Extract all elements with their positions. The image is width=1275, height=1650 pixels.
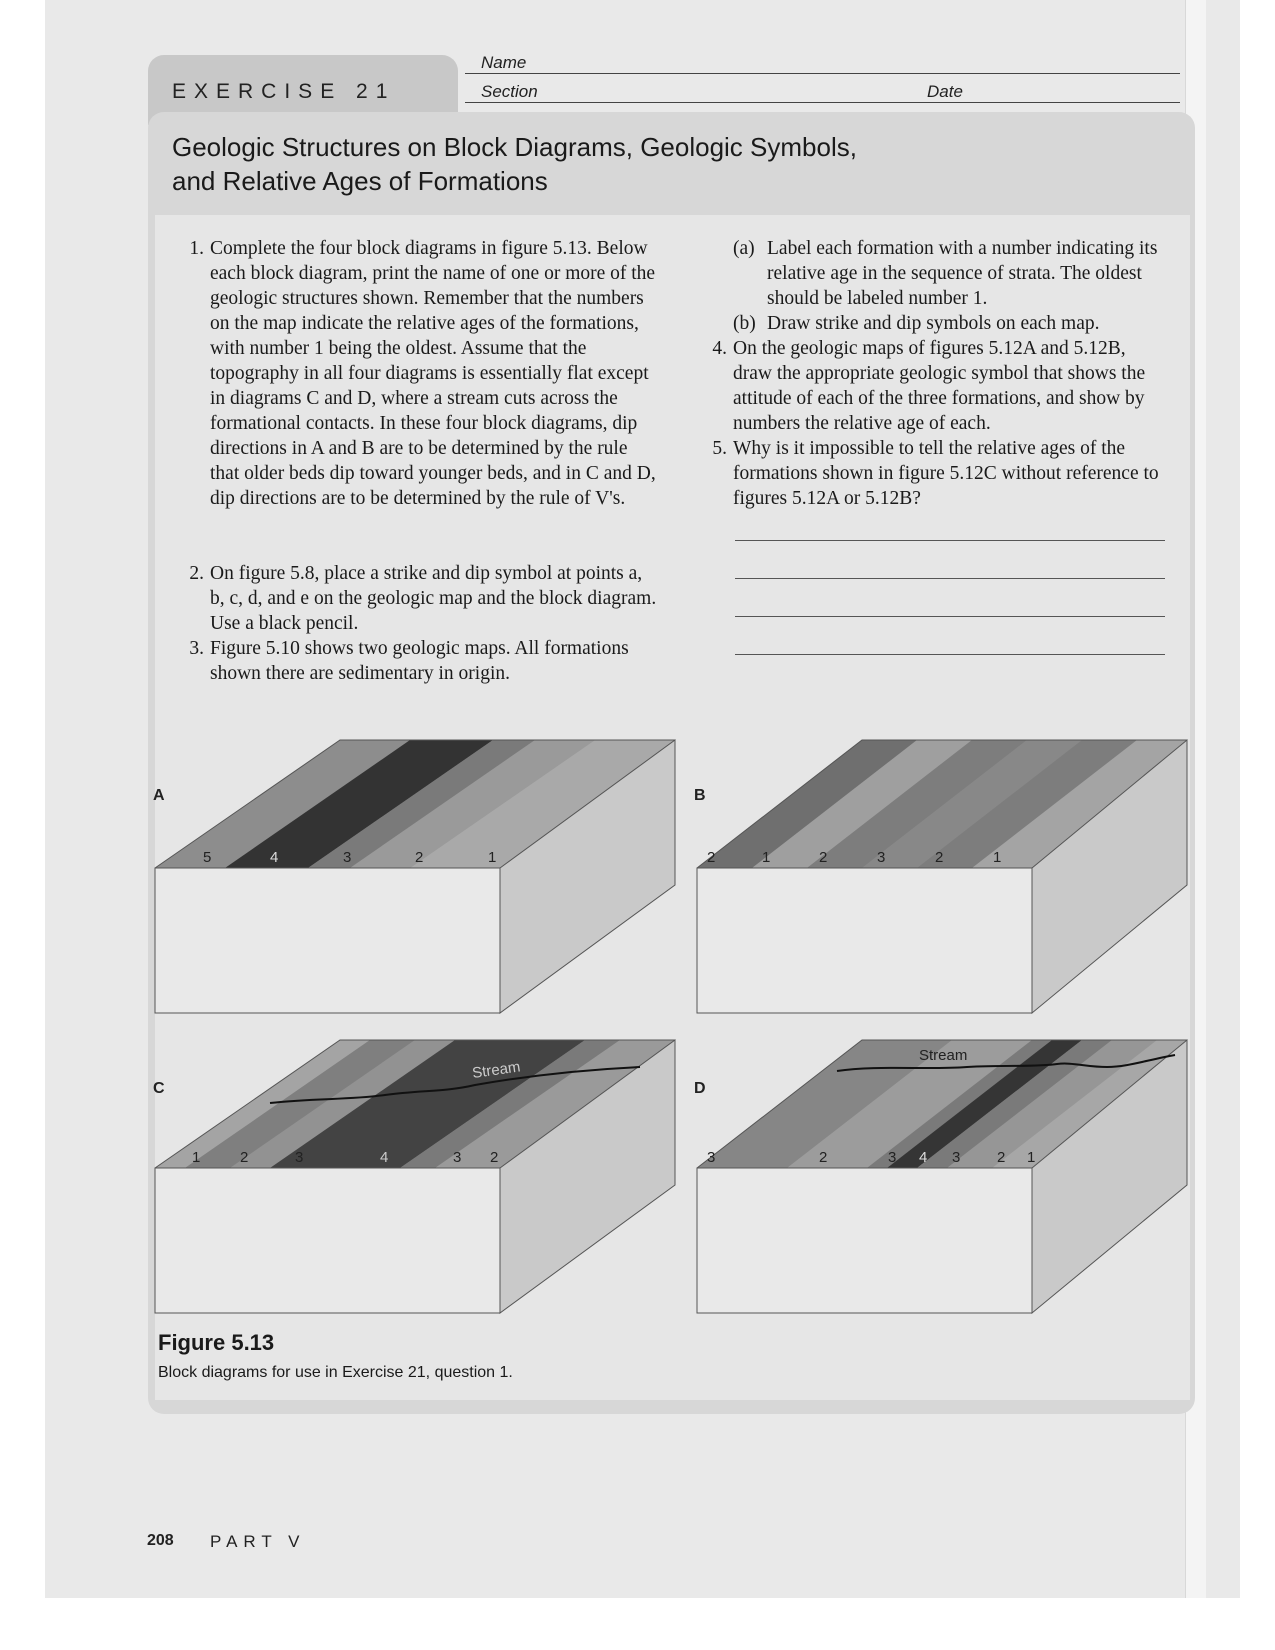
title-line-2: and Relative Ages of Formations xyxy=(172,166,548,196)
name-field-line xyxy=(465,73,1180,74)
block-a-label: A xyxy=(153,787,165,804)
block-d-number: 2 xyxy=(997,1149,1006,1166)
block-b-number: 3 xyxy=(877,849,886,866)
block-c-number: 2 xyxy=(240,1149,249,1166)
block-b-number: 1 xyxy=(993,849,1002,866)
block-d-front-face xyxy=(697,1168,1032,1313)
exercise-number: EXERCISE 21 xyxy=(172,80,396,103)
block-a-number: 1 xyxy=(488,849,497,866)
question-3: 3. Figure 5.10 shows two geologic maps. All formations shown there are sedimentary in origin. xyxy=(189,638,629,684)
block-c-number: 3 xyxy=(295,1149,304,1166)
block-d-number: 1 xyxy=(1027,1149,1036,1166)
block-c-label: C xyxy=(153,1080,165,1097)
block-diagram-b xyxy=(697,740,1187,1030)
block-diagram-a xyxy=(155,740,675,1030)
block-b-number: 2 xyxy=(707,849,716,866)
block-a-number: 2 xyxy=(415,849,424,866)
block-d-number: 2 xyxy=(819,1149,828,1166)
block-c-stream-label: Stream xyxy=(471,1058,522,1082)
block-c-front-face xyxy=(155,1168,500,1313)
date-label: Date xyxy=(927,82,963,101)
block-d-number: 4 xyxy=(919,1149,928,1166)
question-5: 5. Why is it impossible to tell the relative ages of the formations shown in figure 5.12C without reference to figures 5.12A or 5.12B? xyxy=(712,438,1159,509)
block-b-label: B xyxy=(694,787,706,804)
page-number: 208 xyxy=(147,1532,174,1549)
block-diagram-d xyxy=(697,1040,1187,1330)
question-2: 2. On figure 5.8, place a strike and dip symbol at points a, b, c, d, and e on the geologic map and the block diagram. Use a black pencil. xyxy=(189,563,657,634)
name-label: Name xyxy=(481,53,527,72)
block-diagram-c xyxy=(155,1040,675,1330)
figure-caption-title: Figure 5.13 xyxy=(158,1330,275,1355)
block-a-front-face xyxy=(155,868,500,1013)
block-d-number: 3 xyxy=(952,1149,961,1166)
figure-caption-text: Block diagrams for use in Exercise 21, question 1. xyxy=(158,1364,513,1381)
block-d-number: 3 xyxy=(707,1149,716,1166)
answer-line-2[interactable] xyxy=(735,578,1165,579)
section-date-field-line xyxy=(465,102,1180,103)
block-b-front-face xyxy=(697,868,1032,1013)
block-b-number: 1 xyxy=(762,849,771,866)
part-label: PART V xyxy=(210,1532,306,1551)
block-b-number: 2 xyxy=(935,849,944,866)
subquestion-b: (b) Draw strike and dip symbols on each map. xyxy=(733,313,1100,334)
block-c-number: 2 xyxy=(490,1149,499,1166)
block-c-number: 1 xyxy=(192,1149,201,1166)
block-a-number: 5 xyxy=(203,849,212,866)
subquestion-a: (a) Label each formation with a number indicating its relative age in the sequence of strata. The oldest should be labeled number 1. xyxy=(733,238,1158,309)
exercise-title xyxy=(172,130,857,198)
block-c-number: 4 xyxy=(380,1149,389,1166)
answer-line-1[interactable] xyxy=(735,540,1165,541)
answer-line-4[interactable] xyxy=(735,654,1165,655)
block-a-number: 3 xyxy=(343,849,352,866)
question-4: 4. On the geologic maps of figures 5.12A and 5.12B, draw the appropriate geologic symbol that shows the attitude of each of the three formations, and show by numbers the relative age of each. xyxy=(712,338,1146,434)
section-label: Section xyxy=(481,82,538,101)
block-d-label: D xyxy=(694,1080,706,1097)
answer-line-3[interactable] xyxy=(735,616,1165,617)
block-d-number: 3 xyxy=(888,1149,897,1166)
question-1: 1. Complete the four block diagrams in figure 5.13. Below each block diagram, print the name of one or more of the geologic structures shown. Remember that the numbers on the map indicate the relative ages of the formations, with number 1 being the oldest. Assume that the topography in all four diagrams is essentially flat except in diagrams C and D, where a stream cuts across the formational contacts. In these four block diagrams, dip directions in A and B are to be determined by the rule that older beds dip toward younger beds, and in C and D, dip directions are to be determined by the rule of V's. xyxy=(189,238,656,509)
block-a-number: 4 xyxy=(270,849,279,866)
block-d-stream-label: Stream xyxy=(919,1047,968,1064)
block-c-number: 3 xyxy=(453,1149,462,1166)
block-b-number: 2 xyxy=(819,849,828,866)
title-line-1: Geologic Structures on Block Diagrams, Geologic Symbols, xyxy=(172,132,857,162)
